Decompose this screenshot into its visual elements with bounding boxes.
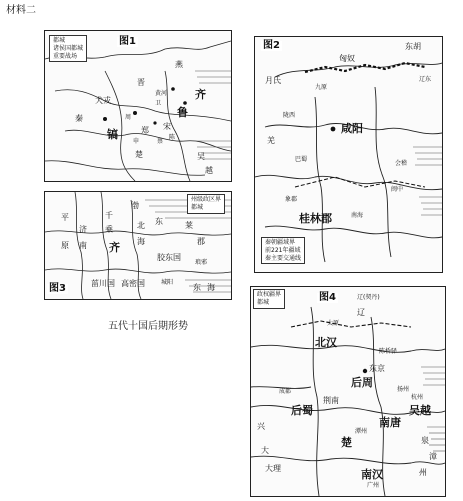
map-label: 越 bbox=[205, 166, 213, 175]
map-label: 后蜀 bbox=[291, 404, 313, 417]
map-4-title: 图4 bbox=[319, 292, 336, 303]
map-label: 齐 bbox=[195, 88, 206, 101]
map-label: 兴 bbox=[257, 422, 265, 431]
map-label: 漳 bbox=[429, 452, 437, 461]
map-label: 海 bbox=[207, 283, 215, 292]
map-label: 大 bbox=[261, 446, 269, 455]
map-3 bbox=[44, 191, 232, 300]
map-label: 州 bbox=[419, 468, 427, 477]
map-label: 城阳 bbox=[161, 279, 174, 286]
map-label: 北汉 bbox=[315, 336, 337, 349]
map-2-legend bbox=[261, 237, 305, 264]
map-1-title: 图1 bbox=[119, 36, 136, 47]
map-label: 菑川国 bbox=[91, 279, 115, 288]
map-label: 晋 bbox=[137, 78, 145, 87]
map-label: 燕 bbox=[175, 60, 183, 69]
map-label: 南 bbox=[79, 241, 87, 250]
map-label: 东京 bbox=[369, 364, 385, 373]
map-label: 扬州 bbox=[397, 386, 410, 393]
map-label: 咸阳 bbox=[341, 122, 363, 135]
legend-item: 重要战场 bbox=[53, 52, 78, 60]
map-label: 蔡 bbox=[157, 138, 164, 145]
map-label: 南海 bbox=[351, 212, 364, 219]
map-label: 高密国 bbox=[121, 279, 145, 288]
map-label: 后周 bbox=[351, 376, 373, 389]
legend-item: 州级政区界 bbox=[191, 196, 222, 203]
map-label: 陇西 bbox=[283, 112, 296, 119]
map-label: 齐 bbox=[109, 241, 120, 254]
map-label: 桂林郡 bbox=[299, 212, 332, 225]
map-label: 胶东国 bbox=[157, 253, 181, 262]
legend-item: 都城 bbox=[53, 37, 66, 44]
map-label: 北 bbox=[137, 221, 145, 230]
map-label: 东胡 bbox=[405, 42, 421, 51]
map-label: 犬戎 bbox=[95, 96, 111, 105]
legend-item: 政权疆界 bbox=[257, 291, 282, 298]
map-2-title: 图2 bbox=[263, 40, 280, 51]
map-label: 渤 bbox=[131, 201, 139, 210]
map-label: 鲁 bbox=[177, 106, 188, 119]
map-label: 莱 bbox=[185, 221, 193, 230]
map-label: 潭州 bbox=[355, 428, 368, 435]
map-2 bbox=[254, 36, 443, 273]
map-label: 宋 bbox=[163, 122, 171, 131]
map-label: 东 bbox=[193, 283, 201, 292]
map-label: 镐 bbox=[107, 128, 118, 141]
map-label: 巴蜀 bbox=[295, 156, 308, 163]
map-label: 南汉 bbox=[361, 468, 383, 481]
map-4-legend-title: 辽(契丹) bbox=[357, 294, 380, 301]
map-label: 象郡 bbox=[285, 196, 298, 203]
map-4-legend bbox=[253, 289, 285, 309]
legend-item: 前221年疆域 bbox=[265, 246, 301, 254]
map-label: 杭州 bbox=[411, 394, 424, 401]
map-label: 申 bbox=[133, 138, 140, 145]
map-label: 郡 bbox=[197, 237, 205, 246]
map-label: 吴 bbox=[197, 152, 205, 161]
map-label: 羌 bbox=[267, 136, 275, 145]
map-3-title: 图3 bbox=[49, 283, 66, 294]
map-label: 大理 bbox=[265, 464, 281, 473]
map-label: 吴越 bbox=[409, 404, 431, 417]
map-label: 千 bbox=[105, 211, 113, 220]
legend-item: 诸侯国都城 bbox=[53, 44, 84, 52]
map-label: 九原 bbox=[315, 84, 328, 91]
map-label: 泉 bbox=[421, 436, 429, 445]
map-label: 周 bbox=[125, 114, 132, 121]
legend-item: 都城 bbox=[257, 298, 270, 306]
map-label: 辽东 bbox=[419, 76, 432, 83]
map-label: 匈奴 bbox=[339, 54, 355, 63]
map-label: 海 bbox=[137, 237, 145, 246]
map-label: 东 bbox=[155, 217, 163, 226]
map-label: 会稽 bbox=[395, 160, 408, 167]
map-label: 楚 bbox=[341, 436, 352, 449]
map-1 bbox=[44, 30, 232, 182]
legend-item: 秦主要交通线 bbox=[265, 254, 302, 262]
map-label: 南唐 bbox=[379, 416, 401, 429]
map-label: 原 bbox=[61, 241, 69, 250]
map-label: 月氏 bbox=[265, 76, 281, 85]
map-label: 广州 bbox=[367, 482, 380, 489]
map-label: 卫 bbox=[155, 100, 162, 107]
map-label: 太原 bbox=[327, 320, 340, 327]
map-3-legend bbox=[187, 194, 225, 214]
map-label: 陈桥驿 bbox=[379, 348, 398, 355]
material-label: 材料二 bbox=[6, 5, 36, 16]
map-label: 闽中 bbox=[391, 186, 404, 193]
map-1-legend bbox=[49, 35, 87, 62]
map-4 bbox=[250, 286, 446, 497]
map-label: 平 bbox=[61, 213, 69, 222]
map-label: 济 bbox=[79, 225, 87, 234]
map-label: 陈 bbox=[169, 134, 176, 141]
legend-item: 都城 bbox=[191, 203, 204, 211]
map-label: 琅邪 bbox=[195, 259, 208, 266]
map-label: 黄河 bbox=[155, 90, 168, 97]
map-label: 楚 bbox=[135, 150, 143, 159]
map-label: 成都 bbox=[279, 388, 292, 395]
map-label: 辽 bbox=[357, 308, 365, 317]
map-label: 乘 bbox=[105, 225, 113, 234]
map-label: 荆南 bbox=[323, 396, 339, 405]
legend-item: 秦朝疆域界 bbox=[265, 239, 296, 246]
map-label: 秦 bbox=[75, 114, 83, 123]
caption: 五代十国后期形势 bbox=[108, 321, 188, 332]
map-label: 郑 bbox=[141, 126, 149, 135]
